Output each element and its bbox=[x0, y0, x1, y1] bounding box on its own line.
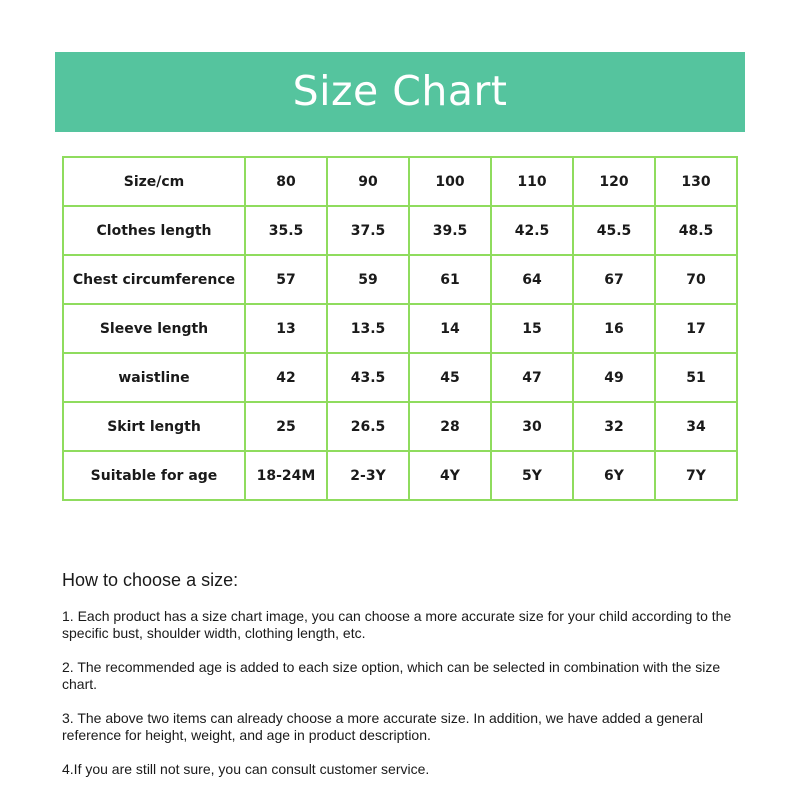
table-cell: 45 bbox=[409, 353, 491, 402]
table-cell: 70 bbox=[655, 255, 737, 304]
table-cell: 37.5 bbox=[327, 206, 409, 255]
table-cell: 32 bbox=[573, 402, 655, 451]
table-row-suitable-age bbox=[63, 451, 737, 500]
howto-note: 1. Each product has a size chart image, you can choose a more accurate size for your child according to the specific bust, shoulder width, clothing length, etc. bbox=[62, 608, 732, 641]
row-label: Suitable for age bbox=[63, 451, 245, 500]
table-cell: 90 bbox=[327, 157, 409, 206]
table-cell: 110 bbox=[491, 157, 573, 206]
table-row-sleeve-length bbox=[63, 304, 737, 353]
row-label: Chest circumference bbox=[63, 255, 245, 304]
table-cell: 42 bbox=[245, 353, 327, 402]
table-cell: 30 bbox=[491, 402, 573, 451]
table-cell: 43.5 bbox=[327, 353, 409, 402]
table-row-clothes-length bbox=[63, 206, 737, 255]
table-cell: 59 bbox=[327, 255, 409, 304]
table-cell: 4Y bbox=[409, 451, 491, 500]
table-cell: 5Y bbox=[491, 451, 573, 500]
table-cell: 57 bbox=[245, 255, 327, 304]
row-label: Size/cm bbox=[63, 157, 245, 206]
size-table bbox=[62, 156, 738, 501]
table-cell: 42.5 bbox=[491, 206, 573, 255]
table-cell: 16 bbox=[573, 304, 655, 353]
howto-heading: How to choose a size: bbox=[62, 570, 239, 590]
table-row-waistline bbox=[63, 353, 737, 402]
table-cell: 15 bbox=[491, 304, 573, 353]
table-cell: 39.5 bbox=[409, 206, 491, 255]
page-title: Size Chart bbox=[292, 67, 508, 115]
howto-note: 2. The recommended age is added to each size option, which can be selected in combination with the size chart. bbox=[62, 659, 721, 692]
size-chart-banner bbox=[55, 52, 745, 132]
table-cell: 25 bbox=[245, 402, 327, 451]
table-cell: 2-3Y bbox=[327, 451, 409, 500]
row-label: Skirt length bbox=[63, 402, 245, 451]
table-cell: 67 bbox=[573, 255, 655, 304]
table-cell: 130 bbox=[655, 157, 737, 206]
table-cell: 100 bbox=[409, 157, 491, 206]
table-cell: 61 bbox=[409, 255, 491, 304]
table-cell: 45.5 bbox=[573, 206, 655, 255]
table-cell: 47 bbox=[491, 353, 573, 402]
table-cell: 35.5 bbox=[245, 206, 327, 255]
table-row-size bbox=[63, 157, 737, 206]
table-cell: 6Y bbox=[573, 451, 655, 500]
table-cell: 64 bbox=[491, 255, 573, 304]
table-cell: 17 bbox=[655, 304, 737, 353]
table-cell: 80 bbox=[245, 157, 327, 206]
table-cell: 13.5 bbox=[327, 304, 409, 353]
howto-note: 4.If you are still not sure, you can consult customer service. bbox=[62, 761, 430, 777]
table-cell: 14 bbox=[409, 304, 491, 353]
table-cell: 48.5 bbox=[655, 206, 737, 255]
table-cell: 34 bbox=[655, 402, 737, 451]
table-row-skirt-length bbox=[63, 402, 737, 451]
table-cell: 7Y bbox=[655, 451, 737, 500]
table-row-chest-circumference bbox=[63, 255, 737, 304]
row-label: Sleeve length bbox=[63, 304, 245, 353]
row-label: waistline bbox=[63, 353, 245, 402]
table-cell: 51 bbox=[655, 353, 737, 402]
table-cell: 28 bbox=[409, 402, 491, 451]
table-cell: 49 bbox=[573, 353, 655, 402]
table-cell: 26.5 bbox=[327, 402, 409, 451]
howto-note: 3. The above two items can already choose a more accurate size. In addition, we have added a general reference for height, weight, and age in product description. bbox=[62, 710, 704, 743]
table-cell: 18-24M bbox=[245, 451, 327, 500]
table-cell: 120 bbox=[573, 157, 655, 206]
row-label: Clothes length bbox=[63, 206, 245, 255]
table-cell: 13 bbox=[245, 304, 327, 353]
